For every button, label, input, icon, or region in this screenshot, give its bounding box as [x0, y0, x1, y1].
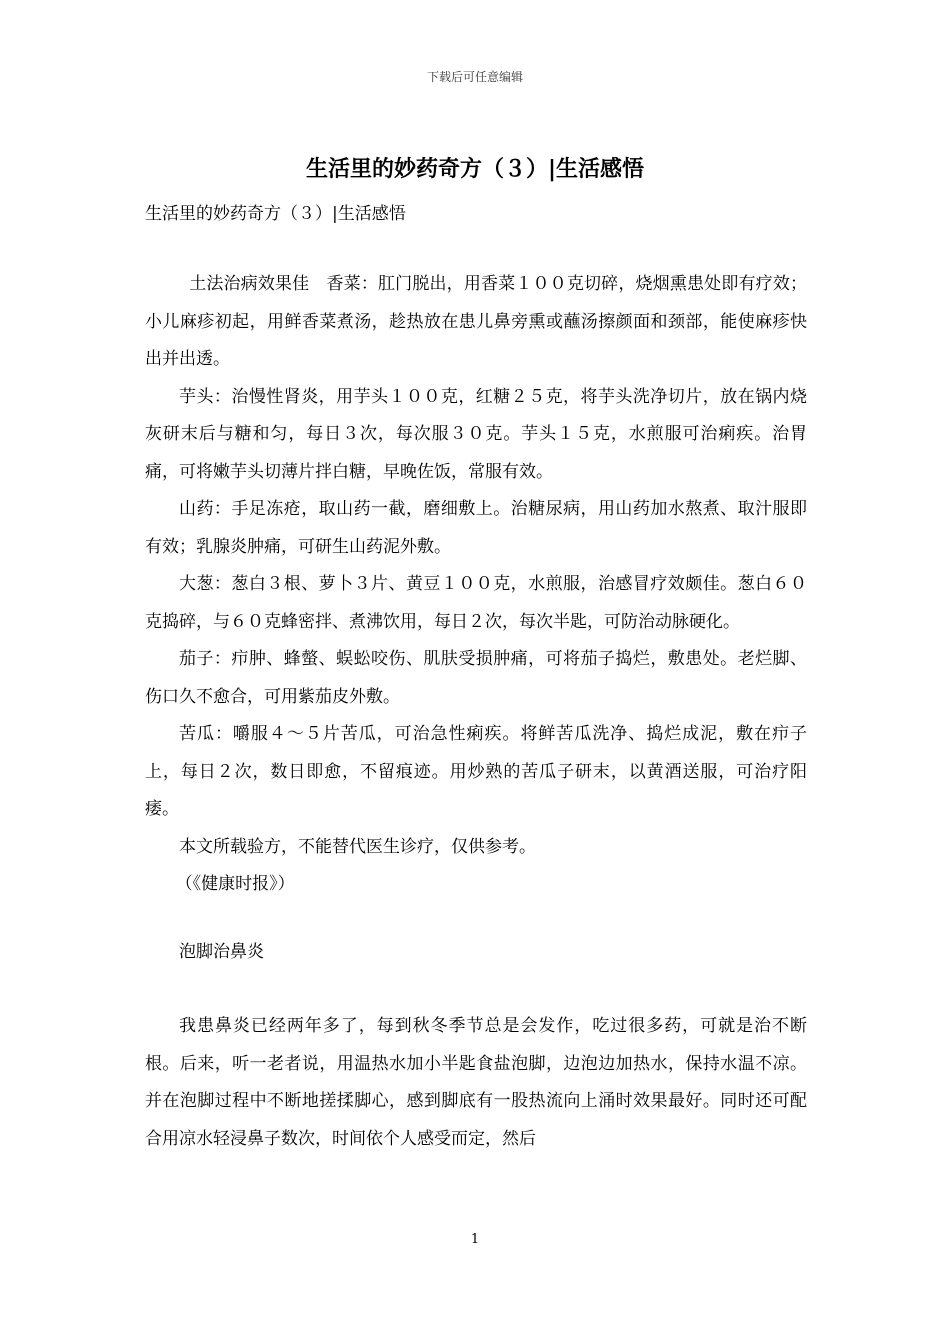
- paragraph-bitter-melon: 苦瓜：嚼服４～５片苦瓜，可治急性痢疾。将鲜苦瓜洗净、捣烂成泥，敷在疖子上，每日２次，数日即愈，不留痕迹。用炒熟的苦瓜子研末，以黄酒送服，可治疗阳痿。: [145, 724, 807, 819]
- paragraph-yam: 山药：手足冻疮，取山药一截，磨细敷上。治糖尿病，用山药加水熬煮、取汁服即有效；乳腺炎肿痛，可研生山药泥外敷。: [145, 499, 807, 557]
- paragraph-coriander: 土法治病效果佳 香菜：肛门脱出，用香菜１００克切碎，烧烟熏患处即有疗效；小儿麻疹初起，用鲜香菜煮汤，趁热放在患儿鼻旁熏或蘸汤擦颜面和颈部，能使麻疹快出并出透。: [145, 274, 807, 369]
- paragraph-eggplant: 茄子：疖肿、蜂螫、蜈蚣咬伤、肌肤受损肿痛，可将茄子捣烂，敷患处。老烂脚、伤口久不愈合，可用紫茄皮外敷。: [145, 649, 807, 707]
- paragraph-foot-soak: 我患鼻炎已经两年多了，每到秋冬季节总是会发作，吃过很多药，可就是治不断根。后来，听一老者说，用温热水加小半匙食盐泡脚，边泡边加热水，保持水温不凉。并在泡脚过程中不断地搓揉脚心，感到脚底有一股热流向上涌时效果最好。同时还可配合用凉水轻浸鼻子数次，时间依个人感受而定，然后: [145, 1016, 807, 1149]
- document-title: 生活里的妙药奇方（３）|生活感悟: [305, 157, 645, 182]
- document-subtitle: 生活里的妙药奇方（３）|生活感悟: [145, 204, 406, 224]
- paragraph-scallion: 大葱：葱白３根、萝卜３片、黄豆１００克，水煎服，治感冒疗效颇佳。葱白６０克捣碎，与６０克蜂密拌、煮沸饮用，每日２次，每次半匙，可防治动脉硬化。: [145, 574, 807, 632]
- paragraph-taro: 芋头：治慢性肾炎，用芋头１００克，红糖２５克，将芋头洗净切片，放在锅内烧灰研末后与糖和匀，每日３次，每次服３０克。芋头１５克，水煎服可治痢疾。治胃痛，可将嫩芋头切薄片拌白糖，早晚佐饭，常服有效。: [145, 386, 807, 482]
- source-citation: （《健康时报》）: [175, 874, 295, 894]
- page-number: 1: [470, 1232, 480, 1247]
- section-heading: 泡脚治鼻炎: [179, 941, 264, 962]
- paragraph-disclaimer: 本文所载验方，不能替代医生诊疗，仅供参考。: [179, 836, 536, 857]
- header-note: 下载后可任意编辑: [426, 70, 523, 84]
- article-body: [145, 266, 807, 1158]
